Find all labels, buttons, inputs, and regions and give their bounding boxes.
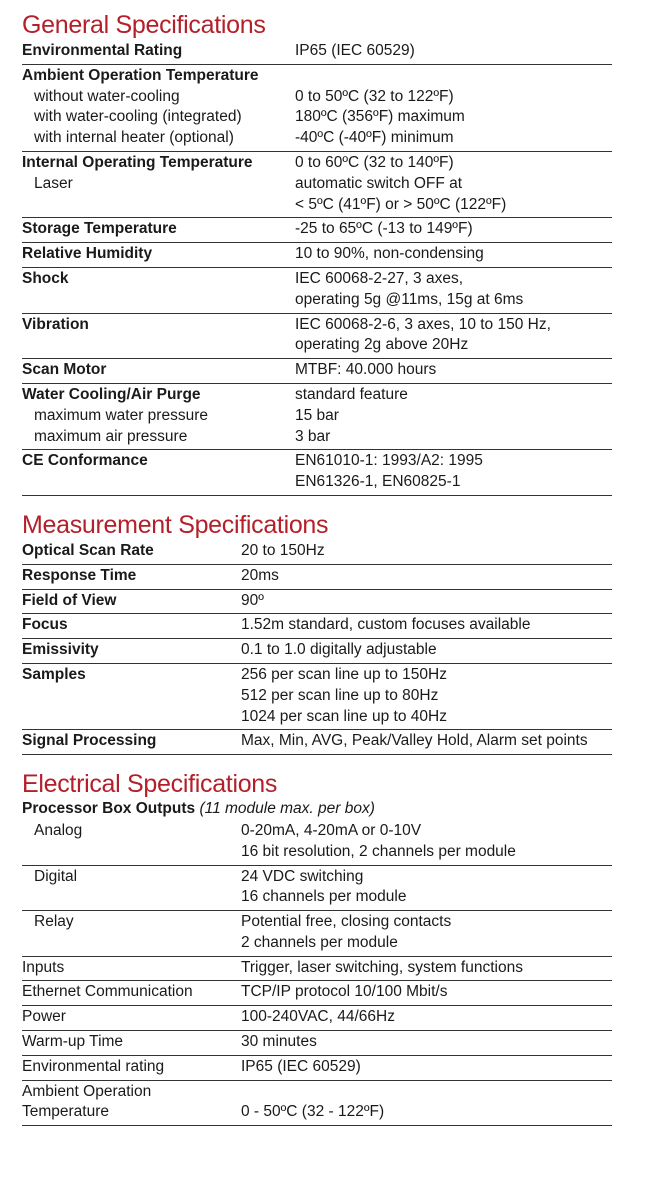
spec-row: [22, 820, 612, 865]
spec-value: 16 bit resolution, 2 channels per module: [241, 842, 516, 860]
spec-sub-label: maximum air pressure: [34, 427, 188, 445]
spec-label-cell: [22, 1055, 241, 1080]
spec-value-cell: [241, 663, 612, 729]
spec-row: [22, 359, 612, 384]
spec-label-cell: [22, 614, 241, 639]
spec-label: Focus: [22, 616, 68, 634]
spec-value: 16 channels per module: [241, 888, 407, 906]
spec-value: 1.52m standard, custom focuses available: [241, 616, 531, 634]
spec-value: 0-20mA, 4-20mA or 0-10V: [241, 821, 422, 839]
spec-row: [22, 267, 612, 313]
spec-label: Inputs: [22, 958, 65, 976]
spec-row: [22, 1006, 612, 1031]
spec-value: 24 VDC switching: [241, 867, 364, 885]
spec-value: [241, 1082, 612, 1103]
spec-value: 30 minutes: [241, 1033, 317, 1051]
spec-value: 180ºC (356ºF) maximum: [295, 108, 465, 126]
spec-label-cell: [22, 956, 241, 981]
spec-value: IP65 (IEC 60529): [241, 1057, 361, 1075]
spec-value: 0.1 to 1.0 digitally adjustable: [241, 641, 437, 659]
spec-label: Ethernet Communication: [22, 983, 193, 1001]
spec-value-cell: [241, 540, 612, 564]
spec-row: [22, 383, 612, 449]
spec-row: [22, 218, 612, 243]
spec-sub-label: with water-cooling (integrated): [34, 108, 242, 126]
spec-label-cell: [22, 1006, 241, 1031]
spec-label-cell: [22, 151, 295, 217]
spec-label-cell: [22, 243, 295, 268]
spec-value: [295, 66, 612, 87]
spec-value: 100-240VAC, 44/66Hz: [241, 1008, 395, 1026]
spec-row: [22, 865, 612, 911]
spec-label-cell: [22, 1031, 241, 1056]
spec-value: IP65 (IEC 60529): [295, 42, 415, 59]
spec-row: [22, 313, 612, 359]
spec-value: IEC 60068-2-6, 3 axes, 10 to 150 Hz,: [295, 315, 551, 333]
spec-label: Storage Temperature: [22, 220, 177, 238]
processor-box-outputs-row: [22, 799, 612, 820]
spec-label-cell: [22, 639, 241, 664]
spec-row: [22, 956, 612, 981]
spec-row: [22, 1080, 612, 1126]
spec-value-cell: [295, 151, 612, 217]
spec-label: Scan Motor: [22, 361, 107, 379]
spec-row: [22, 40, 612, 64]
measurement-specifications-title: Measurement Specifications: [22, 510, 329, 539]
spec-value-cell: [241, 614, 612, 639]
spec-value: EN61010-1: 1993/A2: 1995: [295, 452, 483, 470]
spec-value-cell: [295, 218, 612, 243]
spec-value: Trigger, laser switching, system functions: [241, 958, 523, 976]
spec-value-cell: [241, 730, 612, 755]
spec-label-cell: [22, 564, 241, 589]
spec-row: [22, 589, 612, 614]
general-specifications-table: [22, 40, 612, 496]
spec-value-cell: [295, 64, 612, 151]
processor-box-outputs-note: (11 module max. per box): [199, 800, 375, 818]
spec-value: 0 - 50ºC (32 - 122ºF): [241, 1103, 385, 1121]
spec-sub-label: with internal heater (optional): [34, 129, 234, 147]
spec-value: standard feature: [295, 385, 408, 403]
spec-value: Potential free, closing contacts: [241, 913, 452, 931]
spec-label-cell: [22, 267, 295, 313]
spec-label: Vibration: [22, 315, 89, 333]
spec-label-cell: [22, 981, 241, 1006]
spec-label: Response Time: [22, 566, 137, 584]
spec-value-cell: [295, 267, 612, 313]
spec-label-cell: [22, 589, 241, 614]
spec-value-cell: [295, 383, 612, 449]
spec-value-cell: [241, 1031, 612, 1056]
spec-row: [22, 1031, 612, 1056]
spec-value: -40ºC (-40ºF) minimum: [295, 129, 454, 147]
measurement-specifications-table: [22, 540, 612, 755]
spec-value: 3 bar: [295, 427, 331, 445]
spec-value: 2 channels per module: [241, 933, 398, 951]
spec-row: [22, 243, 612, 268]
spec-value-cell: [241, 820, 612, 865]
spec-label: Emissivity: [22, 641, 99, 659]
spec-row: [22, 564, 612, 589]
spec-label: Signal Processing: [22, 732, 157, 750]
spec-label: Ambient Operation: [22, 1082, 152, 1100]
spec-value-cell: [241, 956, 612, 981]
spec-value-cell: [241, 981, 612, 1006]
spec-value-cell: [241, 911, 612, 957]
spec-row: [22, 64, 612, 151]
spec-sub-label: maximum water pressure: [34, 406, 208, 424]
spec-label-cell: [22, 450, 295, 496]
spec-label-cell: [22, 820, 241, 865]
spec-sub-label: without water-cooling: [34, 87, 180, 105]
spec-label-cell: [22, 313, 295, 359]
spec-value: 0 to 60ºC (32 to 140ºF): [295, 153, 454, 171]
spec-label-cell: [22, 1080, 241, 1126]
spec-sub-label: Digital: [34, 867, 78, 885]
spec-value-cell: [241, 1055, 612, 1080]
spec-row: [22, 450, 612, 496]
spec-value-cell: [241, 639, 612, 664]
spec-label-cell: [22, 40, 295, 64]
spec-value: IEC 60068-2-27, 3 axes,: [295, 269, 464, 287]
spec-value: MTBF: 40.000 hours: [295, 361, 437, 379]
spec-sub-label: Laser: [34, 174, 73, 192]
spec-label: Internal Operating Temperature: [22, 153, 253, 171]
spec-label: Samples: [22, 665, 86, 683]
spec-label: Warm-up Time: [22, 1033, 124, 1051]
spec-row: [22, 614, 612, 639]
spec-sub-label: Analog: [34, 821, 83, 839]
spec-label: Environmental rating: [22, 1057, 165, 1075]
spec-value: 1024 per scan line up to 40Hz: [241, 707, 447, 725]
spec-value: Max, Min, AVG, Peak/Valley Hold, Alarm set points: [241, 732, 588, 750]
spec-label: Environmental Rating: [22, 42, 183, 59]
spec-sub-label: Relay: [34, 913, 74, 931]
spec-label: Field of View: [22, 591, 117, 609]
spec-label-cell: [22, 359, 295, 384]
spec-value: < 5ºC (41ºF) or > 50ºC (122ºF): [295, 195, 507, 213]
spec-row: [22, 730, 612, 755]
spec-label-cell: [22, 383, 295, 449]
spec-row: [22, 663, 612, 729]
spec-value-cell: [295, 243, 612, 268]
spec-value: TCP/IP protocol 10/100 Mbit/s: [241, 983, 448, 1001]
spec-label-cell: [22, 730, 241, 755]
spec-label: Relative Humidity: [22, 245, 153, 263]
spec-value-cell: [241, 1006, 612, 1031]
spec-label: Temperature: [22, 1103, 110, 1121]
processor-box-outputs-label: Processor Box Outputs: [22, 800, 196, 818]
spec-value: 10 to 90%, non-condensing: [295, 245, 484, 263]
spec-row: [22, 540, 612, 564]
spec-label-cell: [22, 663, 241, 729]
spec-value: EN61326-1, EN60825-1: [295, 473, 461, 491]
electrical-specifications-title: Electrical Specifications: [22, 770, 278, 799]
spec-label: Water Cooling/Air Purge: [22, 385, 201, 403]
spec-row: [22, 639, 612, 664]
spec-value: operating 2g above 20Hz: [295, 336, 469, 354]
spec-row: [22, 981, 612, 1006]
spec-label-cell: [22, 218, 295, 243]
spec-value-cell: [241, 589, 612, 614]
spec-value-cell: [295, 450, 612, 496]
spec-label: Shock: [22, 269, 69, 287]
spec-sheet: [22, 0, 612, 1126]
spec-value: 20ms: [241, 566, 279, 584]
spec-row: [22, 911, 612, 957]
spec-label-cell: [22, 540, 241, 564]
spec-label-cell: [22, 911, 241, 957]
spec-value-cell: [241, 865, 612, 911]
spec-row: [22, 151, 612, 217]
spec-value: 512 per scan line up to 80Hz: [241, 686, 439, 704]
spec-row: [22, 1055, 612, 1080]
spec-value-cell: [295, 313, 612, 359]
spec-label-cell: [22, 865, 241, 911]
spec-value-cell: [295, 40, 612, 64]
spec-label: Power: [22, 1008, 66, 1026]
spec-value: 0 to 50ºC (32 to 122ºF): [295, 87, 454, 105]
general-specifications-title: General Specifications: [22, 11, 266, 39]
spec-label-cell: [22, 64, 295, 151]
spec-value-cell: [241, 564, 612, 589]
spec-label: CE Conformance: [22, 452, 148, 470]
spec-label: Ambient Operation Temperature: [22, 66, 259, 84]
spec-value-cell: [241, 1080, 612, 1126]
spec-value: 256 per scan line up to 150Hz: [241, 665, 447, 683]
spec-value: 15 bar: [295, 406, 339, 424]
spec-value-cell: [295, 359, 612, 384]
spec-value: 20 to 150Hz: [241, 541, 325, 559]
spec-value: operating 5g @11ms, 15g at 6ms: [295, 290, 524, 308]
spec-label: Optical Scan Rate: [22, 541, 154, 559]
spec-value: -25 to 65ºC (-13 to 149ºF): [295, 220, 473, 238]
spec-value: 90º: [241, 591, 264, 609]
spec-value: automatic switch OFF at: [295, 174, 463, 192]
electrical-specifications-table: [22, 799, 612, 1126]
